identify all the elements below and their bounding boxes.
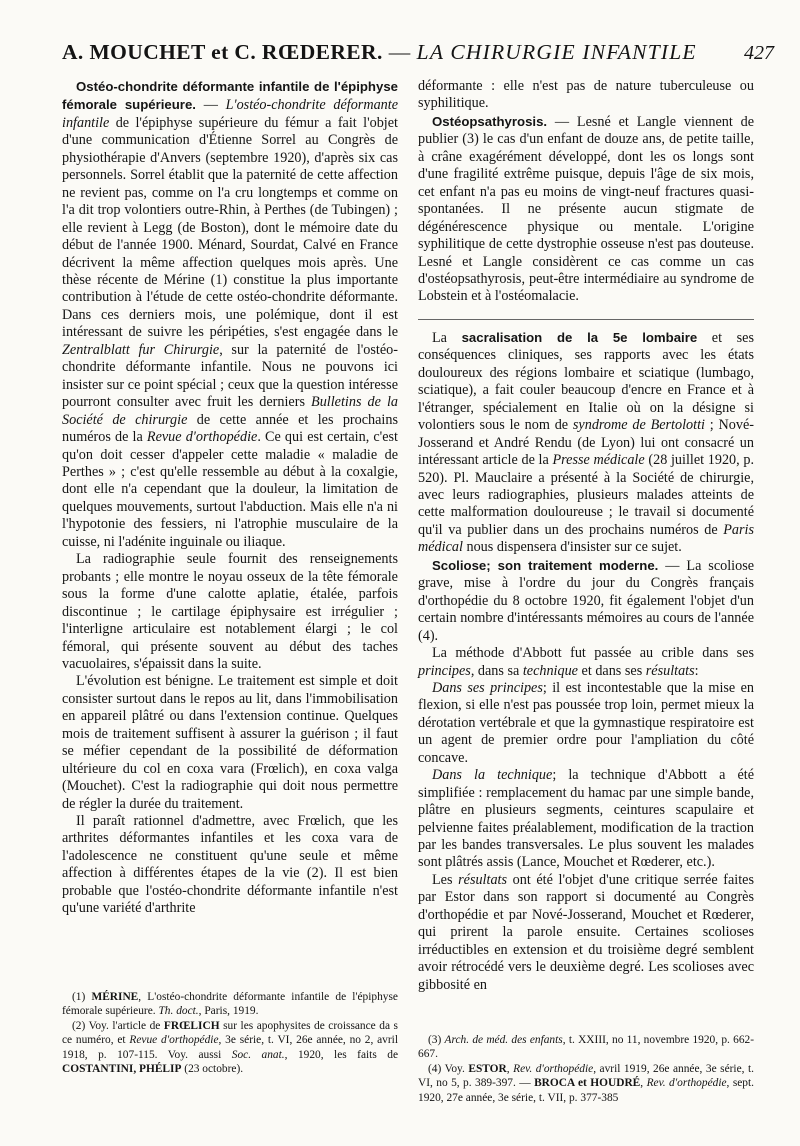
heading-dash: — [195, 97, 226, 114]
paragraph-text: , dans sa [470, 662, 523, 679]
paragraph-text: Les [432, 871, 459, 888]
paragraph-text: La méthode d'Abbott fut passée au crible dans ses [432, 645, 754, 662]
paragraph-continuation: déformante : elle n'est pas de nature tuberculeuse ou syphilitique. [418, 78, 754, 112]
paragraph-radiographie: La radiographie seule fournit des renseignements probants ; elle montre le noyau osseux de la tête fémorale sous la forme d'une calotte aplatie, étalée, parfois discontinue ; le cartilage épiphysaire est irrégulier ; l'interligne articulaire est notablement élargi ; le col fémoral, qui présente souvent au début des taches vacuolaires, s'épaissit dans la suite. [62, 551, 398, 672]
journal-title: Paris médical [418, 521, 754, 556]
journal-title: Presse médicale [552, 452, 645, 469]
page-number: 427 [744, 42, 774, 64]
left-column [62, 78, 398, 918]
paragraph-text: de cette année et les prochains numéros de la [62, 411, 398, 446]
paragraph-text: de l'épiphyse supérieure du fémur a fait l'objet d'une communication d'Étienne Sorrel au Congrès de physiothérapie d'Anvers (septembre 1920), d'après six cas personnels. Sorrel établit que la paternité de cette affection ne revient pas, comme on l'a cru longtemps et comme on l'a dit trop volontiers outre-Rhin, à Perthes (de Tubingen) ; elle revient à Legg (de Boston), dont le mémoire date du début de l'année 1900. Ménard, Sourdat, Calvé en France décrivent la même affection quelques mois après. Une thèse récente de Mérine (1) constitue la plus importante contribution à l'étude de cette ostéo-chondrite déformante. Dans ces derniers mois, une polémique, dont il est intéressant de suivre les péripéties, s'est engagée dans le [62, 114, 398, 341]
footnote-text: , Paris, 1919. [198, 1005, 259, 1018]
footnote-marker: (3) [428, 1034, 445, 1046]
paragraph-sacralisation [418, 329, 754, 557]
paragraph-text: et ses conséquences cliniques, ses rapports avec les états douloureux des régions lombaire et sciatique (lumbago, sciatique), a fait couler beaucoup d'encre en France et à l'étranger, spécialement en Italie où on la désigne si volontiers sous le nom de [418, 329, 754, 434]
section-divider [418, 319, 754, 320]
section-heading-osteochondrite: Ostéo-chondrite déformante infantile de l'épiphyse fémorale supérieure. [62, 79, 398, 113]
footnote-text: , avril 1919, 26e année, 3e série, t. VI, no 5, p. 389-397. — [418, 1062, 755, 1090]
footnote-3 [418, 1033, 754, 1062]
paragraph-osteochondrite [62, 78, 398, 551]
paragraph-text: , sur la paternité de l'ostéo-chondrite déformante infantile. Nous ne pouvons ici insister sur ce point spécial ; ceux que la question intéresse pourront consulter avec fruit les derniers [62, 341, 398, 411]
footnotes-left [62, 990, 398, 1076]
header-book-title: LA CHIRURGIE INFANTILE [416, 40, 697, 64]
footnote-text: , 3e série, t. VI, 26e année, no 2, avril 1918, p. 107-115. Voy. aussi [62, 1034, 398, 1061]
italic-term: technique [522, 662, 578, 679]
paragraph-evolution: L'évolution est bénigne. Le traitement est simple et doit consister surtout dans le repos au lit, dans l'immobilisation en appareil plâtré ou dans l'extension continue. Quelques mois de traitement suffisent à assurer la guérison ; il faut se méfier cependant de la possibilité de déformation ultérieure du col en coxa vara (Frœlich), en coxa valga (Mouchet). C'est la radiographie qui doit nous permettre de régler la durée du traitement. [62, 673, 398, 812]
author-name: MÉRINE [91, 991, 139, 1003]
author-name: COSTANTINI, PHÉLIP [62, 1063, 182, 1076]
paragraph-text: et dans ses [577, 662, 646, 679]
italic-term: principes [418, 662, 471, 679]
paragraph-text: ; il est incontestable que la mise en flexion, si elle n'est pas poussée trop loin, permet mieux la dérotation vertébrale et que la gymnastique respiratoire est un agent de premier ordre pour l'ampliation du côté concave. [418, 679, 754, 766]
running-header [62, 40, 774, 70]
journal-title: Bulletins de la Société de chirurgie [62, 394, 398, 428]
footnotes-right [418, 1033, 754, 1105]
footnote-text: , L'ostéo-chondrite déformante infantile de l'épiphyse fémorale supérieure. [62, 991, 398, 1018]
citation-italic: Rev. d'orthopédie [646, 1077, 727, 1090]
paragraph-principes [418, 680, 754, 767]
footnote-marker: (1) [72, 991, 92, 1003]
italic-term: syndrome de Bertolotti [572, 417, 705, 434]
section-heading-scoliose: Scoliose; son traitement moderne. [432, 557, 659, 573]
footnote-text: , t. XXIII, no 11, novembre 1920, p. 662-667. [418, 1034, 755, 1061]
header-title [62, 40, 697, 65]
right-column [418, 78, 754, 994]
section-heading-sacralisation: sacralisation de la 5e lombaire [461, 329, 698, 345]
paragraph-froelich: Il paraît rationnel d'admettre, avec Frœlich, que les arthrites déformantes infantiles et les coxa vara de l'adolescence ne constituent qu'une seule et même affection à différentes étapes de la vie (2). Il est bien probable que l'ostéo-chondrite déformante infantile n'est qu'une variété d'arthrite [62, 813, 398, 917]
paragraph-text: La [432, 329, 462, 346]
citation-italic: Revue d'orthopédie [129, 1034, 219, 1047]
paragraph-text: Lesné et Langle viennent de publier (3) le cas d'un enfant de douze ans, de petite taille, à crâne exagérément développé, dont les os longs sont d'une fragilité extrême puisque, depuis l'âge de six mois, cet enfant n'a pas eu moins de vingt-neuf fractures quasi-spontanées. Il ne présente aucun stigmate de dégénérescence physique ou mentale. L'origine syphilitique de cette dystrophie osseuse n'est pas douteuse. Lesné et Langle considèrent ce cas comme un cas d'ostéopsathyrosis, peut-être intermédiaire au syndrome de Lobstein et à l'ostéomalacie. [418, 113, 755, 305]
italic-term: résultats [458, 871, 507, 888]
footnote-text: (4) Voy. [428, 1062, 469, 1075]
section-heading-osteopsathyrosis: Ostéopsathyrosis. [432, 113, 548, 129]
journal-title: Revue d'orthopédie [146, 429, 258, 446]
journal-title: Zentralblatt fur Chirurgie [62, 341, 220, 358]
footnote-text: , [640, 1077, 647, 1090]
paragraph-text: ont été l'objet d'une critique serrée faites par Estor dans son rapport si documenté au Congrès d'orthopédie et par Nové-Josserand, Mouchet et Rœderer, qui prirent la parole ensuite. Certaines scolioses irréductibles en extension et du troisième degré semblent avoir rétrocédé vers le deuxième degré. Les scolioses avec gibbosité en [418, 871, 754, 993]
paragraph-scoliose [418, 557, 754, 645]
citation-italic: Soc. anat. [231, 1048, 285, 1061]
author-name: FRŒLICH [163, 1019, 220, 1032]
paragraph-osteopsathyrosis [418, 113, 754, 306]
paragraph-resultats [418, 872, 754, 994]
citation-italic: Rev. d'orthopédie [513, 1062, 594, 1075]
footnote-text: sur les apophysites de croissance da s ce numéro, et [62, 1019, 398, 1047]
footnote-1 [62, 990, 398, 1019]
header-authors: A. MOUCHET et C. RŒDERER. [62, 40, 383, 64]
italic-term: résultats [645, 662, 695, 679]
footnote-text: , [506, 1062, 514, 1075]
footnote-text: , 1920, les faits de [284, 1048, 398, 1061]
footnote-2 [62, 1019, 398, 1077]
paragraph-text: (28 juillet 1920, p. 520). Pl. Mauclaire a présenté à la Société de chirurgie, avec leurs radiographies, plusieurs malades atteints de cette malformation douloureuse ; le travail si documenté qu'il va publier dans un des prochains numéros de [418, 452, 754, 538]
footnote-text: (23 octobre). [181, 1063, 244, 1076]
citation-italic: Th. doct. [158, 1005, 199, 1018]
italic-term: L'ostéo-chondrite déformante infantile [62, 97, 399, 131]
paragraph-text: ; la technique d'Abbott a été simplifiée : remplacement du hamac par une simple bande, plâtre en plusieurs segments, ceintures scapulaire et pelvienne faites préalablement, modification de la traction par les bandes transversales. Le plus souvent les malades sont plâtrés assis (Lance, Mouchet et Rœderer, etc.). [418, 767, 754, 871]
author-name: ESTOR [468, 1062, 507, 1075]
paragraph-text: ; Nové-Josserand et André Rendu (de Lyon) lui ont consacré un intéressant article de la [418, 417, 754, 469]
citation-italic: Arch. de méd. des enfants [444, 1034, 563, 1046]
italic-term: Dans ses principes [432, 679, 543, 696]
paragraph-abbott [418, 645, 754, 680]
italic-term: Dans la technique [432, 767, 553, 784]
paragraph-text: . Ce qui est certain, c'est qu'on doit cesser d'appeler cette maladie « maladie de Perthes » ; c'est qu'elle ressemble au début à la coxalgie, dont elle n'a cependant que la douleur, la limitation de quelques mouvements, surtout l'abduction. Mais elle n'a ni l'hypotonie des fessiers, ni l'atrophie musculaire de la cuisse, ni l'adénite inguinale ou iliaque. [62, 429, 398, 550]
heading-dash: — [547, 113, 577, 130]
heading-dash: — [658, 557, 687, 574]
header-dash: — [388, 40, 411, 64]
footnote-text: (2) Voy. l'article de [72, 1019, 164, 1032]
paragraph-text: nous dispensera d'insister sur ce sujet. [462, 539, 682, 556]
footnote-4 [418, 1062, 754, 1105]
paragraph-text: La scoliose grave, mise à l'ordre du jour du Congrès français d'orthopédie du 8 octobre 1920, fit également l'objet d'un certain nombre d'intéressants mémoires au cours de l'année (4). [418, 557, 755, 644]
footnote-text: , sept. 1920, 27e année, 3e série, t. VII, p. 377-385 [418, 1077, 755, 1104]
author-name: BROCA et HOUDRÉ [534, 1077, 641, 1090]
paragraph-text: : [694, 662, 699, 679]
paragraph-technique [418, 767, 754, 872]
